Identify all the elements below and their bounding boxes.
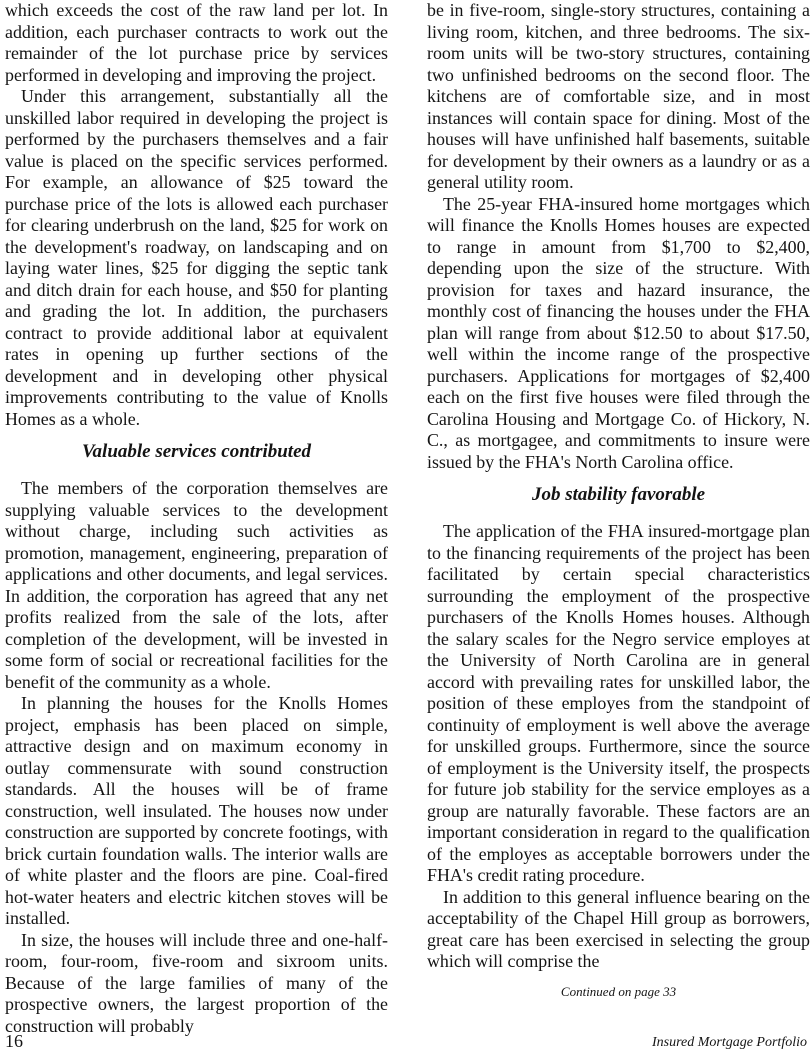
paragraph: be in five-room, single-story structures, containing a living room, kitchen, and three bedrooms. The six-room units will be two-story structures, containing two unfinished bedrooms on the second floor. The kitchens are of comfortable size, and in most instances will contain space for dining. Most of the houses will have unfinished half basements, suitable for development by their owners as a laundry or as a general utility room. [427,0,810,192]
section-heading: Valuable services contributed [81,441,312,462]
right-column [427,0,810,1001]
paragraph: The members of the corporation themselves are supplying valuable services to the development without charge, including such activities as promotion, management, engineering, preparation of applications and other documents, and legal services. In addition, the corporation has agreed that any net profits realized from the sale of the lots, after completion of the development, will be invested in some form of social or recreational facilities for the benefit of the community as a whole. [5,478,388,692]
publication-title: Insured Mortgage Portfolio [651,1035,807,1050]
paragraph: The application of the FHA insured-mortgage plan to the financing requirements of the project has been facilitated by certain special characteristics surrounding the employment of the prospective purchasers of the Knolls Homes houses. Although the salary scales for the Negro service employes at the University of North Carolina are in general accord with prevailing rates for unskilled labor, the position of these employes from the standpoint of continuity of employment is well above the average for unskilled groups. Furthermore, since the source of employment is the University itself, the prospects for future job stability for the service employes as a group are naturally favorable. These factors are an important consideration in regard to the qualification of the employes as acceptable borrowers under the FHA's credit rating procedure. [427,521,810,885]
paragraph: Under this arrangement, substantially all the unskilled labor required in developing the project is performed by the purchasers themselves and a fair value is placed on the specific services performed. For example, an allowance of $25 toward the purchase price of the lots is allowed each purchaser for clearing underbrush on the land, $25 for work on the development's roadway, on landscaping and on laying water lines, $25 for digging the septic tank and ditch drain for each house, and $50 for planting and grading the lot. In addition, the purchasers contract to provide additional labor at equivalent rates in opening up further sections of the development and in developing other physical improvements contributing to the value of Knolls Homes as a whole. [5,86,388,429]
section-heading: Job stability favorable [531,484,706,505]
continued-note: Continued on page 33 [560,983,677,999]
page-number: 16 [5,1031,23,1051]
paragraph: In size, the houses will include three and one-half-room, four-room, five-room and sixroom units. Because of the large families of many of the prospective owners, the largest proportion of the construction will probably [5,929,388,1036]
left-column [5,0,388,1037]
paragraph: which exceeds the cost of the raw land per lot. In addition, each purchaser contracts to work out the remainder of the lot purchase price by services performed in developing and improving the project. [5,0,388,85]
paragraph: The 25-year FHA-insured home mortgages which will finance the Knolls Homes houses are expected to range in amount from $1,700 to $2,400, depending upon the size of the structure. With provision for taxes and hazard insurance, the monthly cost of financing the houses under the FHA plan will range from about $12.50 to about $17.50, well within the income range of the prospective purchasers. Applications for mortgages of $2,400 each on the first five houses were filed through the Carolina Housing and Mortgage Co. of Hickory, N. C., as mortgagee, and commitments to insure were issued by the FHA's North Carolina office. [427,193,810,472]
paragraph: In addition to this general influence bearing on the acceptability of the Chapel Hill group as borrowers, great care has been exercised in selecting the group which will comprise the [427,886,810,971]
paragraph: In planning the houses for the Knolls Homes project, emphasis has been placed on simple, attractive design and on maximum economy in outlay commensurate with sound construction standards. All the houses will be of frame construction, well insulated. The houses now under construction are supported by concrete footings, with brick curtain foundation walls. The interior walls are of white plaster and the floors are pine. Coal-fired hot-water heaters and electric kitchen stoves will be installed. [5,693,388,928]
